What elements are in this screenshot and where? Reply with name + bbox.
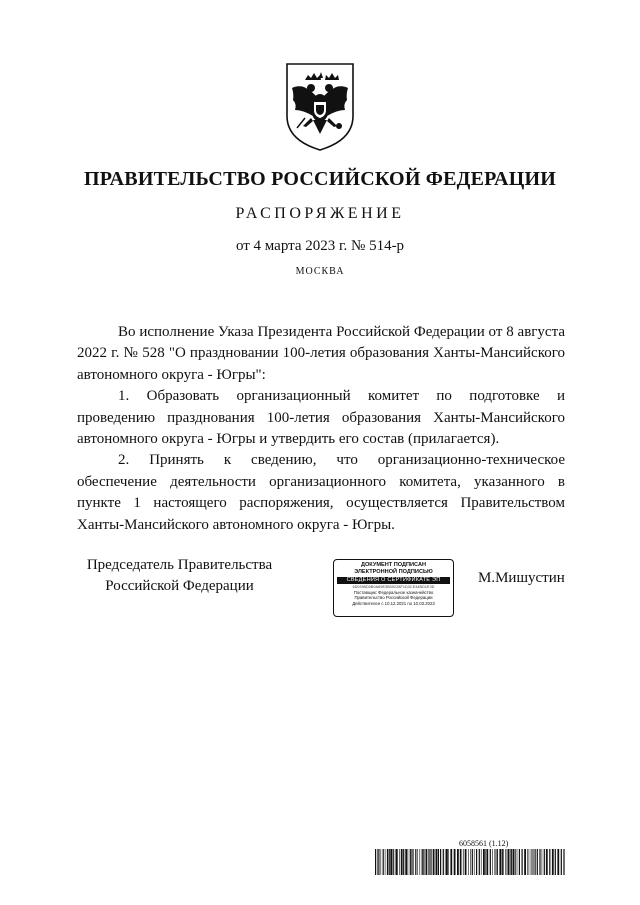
barcode-bar (438, 849, 439, 875)
barcode-bar (465, 849, 467, 875)
barcode-bar (433, 849, 435, 875)
barcode-bar (415, 849, 416, 875)
document-date-number: от 4 марта 2023 г. № 514-р (235, 238, 405, 254)
barcode-bar (448, 849, 449, 875)
barcode-bar (555, 849, 556, 875)
barcode-bar (532, 849, 533, 875)
barcode-bar (470, 849, 471, 875)
barcode-bar (496, 849, 497, 875)
barcode-bar (497, 849, 498, 875)
document-city: МОСКВА (295, 266, 345, 277)
barcode-bar (557, 849, 559, 875)
barcode-bar (507, 849, 508, 875)
barcode-bar (490, 849, 491, 875)
barcode-bar (420, 849, 421, 875)
barcode-bar (428, 849, 429, 875)
barcode-bar (401, 849, 403, 875)
barcode-bar (450, 849, 452, 875)
barcode-bar (522, 849, 523, 875)
electronic-signature-stamp (333, 559, 454, 617)
barcode-bar (462, 849, 463, 875)
barcode-bar (408, 849, 409, 875)
barcode-bar (561, 849, 562, 875)
russian-coat-of-arms-icon (283, 58, 357, 152)
signer-position-line1: Председатель Правительства (86, 557, 273, 573)
stamp-issuer-line1: Поставщик: Федеральное казначейство (353, 590, 434, 595)
barcode-bar (454, 849, 456, 875)
barcode-bar (502, 849, 503, 875)
barcode-bar (515, 849, 516, 875)
barcode-number: 6058561 (1.12) (459, 839, 509, 848)
barcode-bar (542, 849, 543, 875)
barcode-bar (417, 849, 418, 875)
barcode-bar (389, 849, 390, 875)
barcode-bar (474, 849, 475, 875)
barcode-bar (479, 849, 480, 875)
barcode-bar (378, 849, 379, 875)
barcode-bar (517, 849, 518, 875)
barcode-bar (411, 849, 412, 875)
document-type: РАСПОРЯЖЕНИЕ (235, 205, 405, 222)
barcode-bar (457, 849, 459, 875)
barcode-bar (403, 849, 404, 875)
barcode-bar (422, 849, 423, 875)
barcode-bar (410, 849, 411, 875)
barcode-bar (395, 849, 396, 875)
barcode-bar (413, 849, 414, 875)
barcode-bar (481, 849, 482, 875)
barcode-bar (383, 849, 384, 875)
stamp-issuer-line2: Правительство Российской Федерации (354, 595, 433, 601)
barcode-bar (426, 849, 428, 875)
barcode-bar (399, 849, 400, 875)
barcode-bar (531, 849, 532, 875)
barcode-bar (472, 849, 473, 875)
barcode-bar (544, 849, 545, 875)
barcode-bar (468, 849, 469, 875)
barcode-bar (476, 849, 477, 875)
barcode-bar (552, 849, 554, 875)
barcode-bar (483, 849, 485, 875)
barcode-bar (549, 849, 550, 875)
paragraph-preamble: Во исполнение Указа Президента Российской Федерации от 8 августа 2022 г. № 528 "О праздновании 100-летия образования Ханты-Мансийского автономного округа - Югры": (77, 324, 565, 383)
barcode-bar (524, 849, 526, 875)
barcode-bar (429, 849, 430, 875)
barcode-bar (546, 849, 548, 875)
signer-name: М.Мишустин (478, 570, 565, 586)
paragraph-item-1: 1. Образовать организационный комитет по подготовке и проведению празднования 100-летия образования Ханты-Мансийского автономного округа - Югры и утвердить его состав (прилагается). (77, 388, 565, 448)
barcode-bar (486, 849, 488, 875)
barcode-bar (405, 849, 407, 875)
barcode-bar (445, 849, 446, 875)
barcode-bar (529, 849, 530, 875)
stamp-certificate-id: 4D0395D0B0A69E3B09228F1D3CE44BD1E3D (352, 585, 435, 589)
barcode-bar (377, 849, 378, 875)
stamp-certificate-bar: СВЕДЕНИЯ О СЕРТИФИКАТЕ ЭП (337, 577, 450, 584)
barcode-bar (387, 849, 388, 875)
barcode-bar (503, 849, 504, 875)
government-title: ПРАВИТЕЛЬСТВО РОССИЙСКОЙ ФЕДЕРАЦИИ (84, 168, 556, 190)
barcode-bar (396, 849, 398, 875)
stamp-line2: ЭЛЕКТРОННОЙ ПОДПИСЬЮ (354, 569, 433, 575)
barcode-bar (519, 849, 520, 875)
stamp-line1: ДОКУМЕНТ ПОДПИСАН (360, 562, 427, 568)
paragraph-item-2: 2. Принять к сведению, что организационно-техническое обеспечение деятельности организационного комитета, указанного в пункте 1 настоящего распоряжения, осуществляется Правительством Ханты-Мансийского автономного округа - Югры. (77, 452, 565, 533)
barcode-bar (485, 849, 486, 875)
barcode-bar (375, 849, 376, 875)
stamp-validity: Действителен с 10.12.2021 по 10.03.2023 (352, 600, 435, 606)
barcode-bar (390, 849, 392, 875)
barcode-bar (527, 849, 528, 875)
barcode-bar (385, 849, 386, 875)
barcode-bar (381, 849, 382, 875)
signer-position-line2: Российской Федерации (105, 578, 254, 594)
barcode-bar (539, 849, 540, 875)
barcode-bar (393, 849, 394, 875)
document-body (77, 322, 565, 536)
barcode-bar (440, 849, 441, 875)
barcode-bar (513, 849, 514, 875)
barcode-bar (460, 849, 461, 875)
barcode-bar (508, 849, 510, 875)
barcode-bar (463, 849, 464, 875)
barcode-bar (443, 849, 444, 875)
barcode-bar (423, 849, 424, 875)
barcode-bar (499, 849, 501, 875)
barcode-bar (431, 849, 432, 875)
barcode-bar (505, 849, 506, 875)
barcode-bar (510, 849, 511, 875)
barcode-bar (511, 849, 512, 875)
barcode-bar (563, 849, 564, 875)
barcode-bar (495, 849, 496, 875)
signer-position (77, 555, 282, 597)
barcode (375, 849, 565, 875)
barcode-bar (436, 849, 438, 875)
barcode-bar (492, 849, 493, 875)
barcode-bar (446, 849, 448, 875)
barcode-bar (537, 849, 538, 875)
barcode-bar (535, 849, 536, 875)
barcode-bar (533, 849, 534, 875)
